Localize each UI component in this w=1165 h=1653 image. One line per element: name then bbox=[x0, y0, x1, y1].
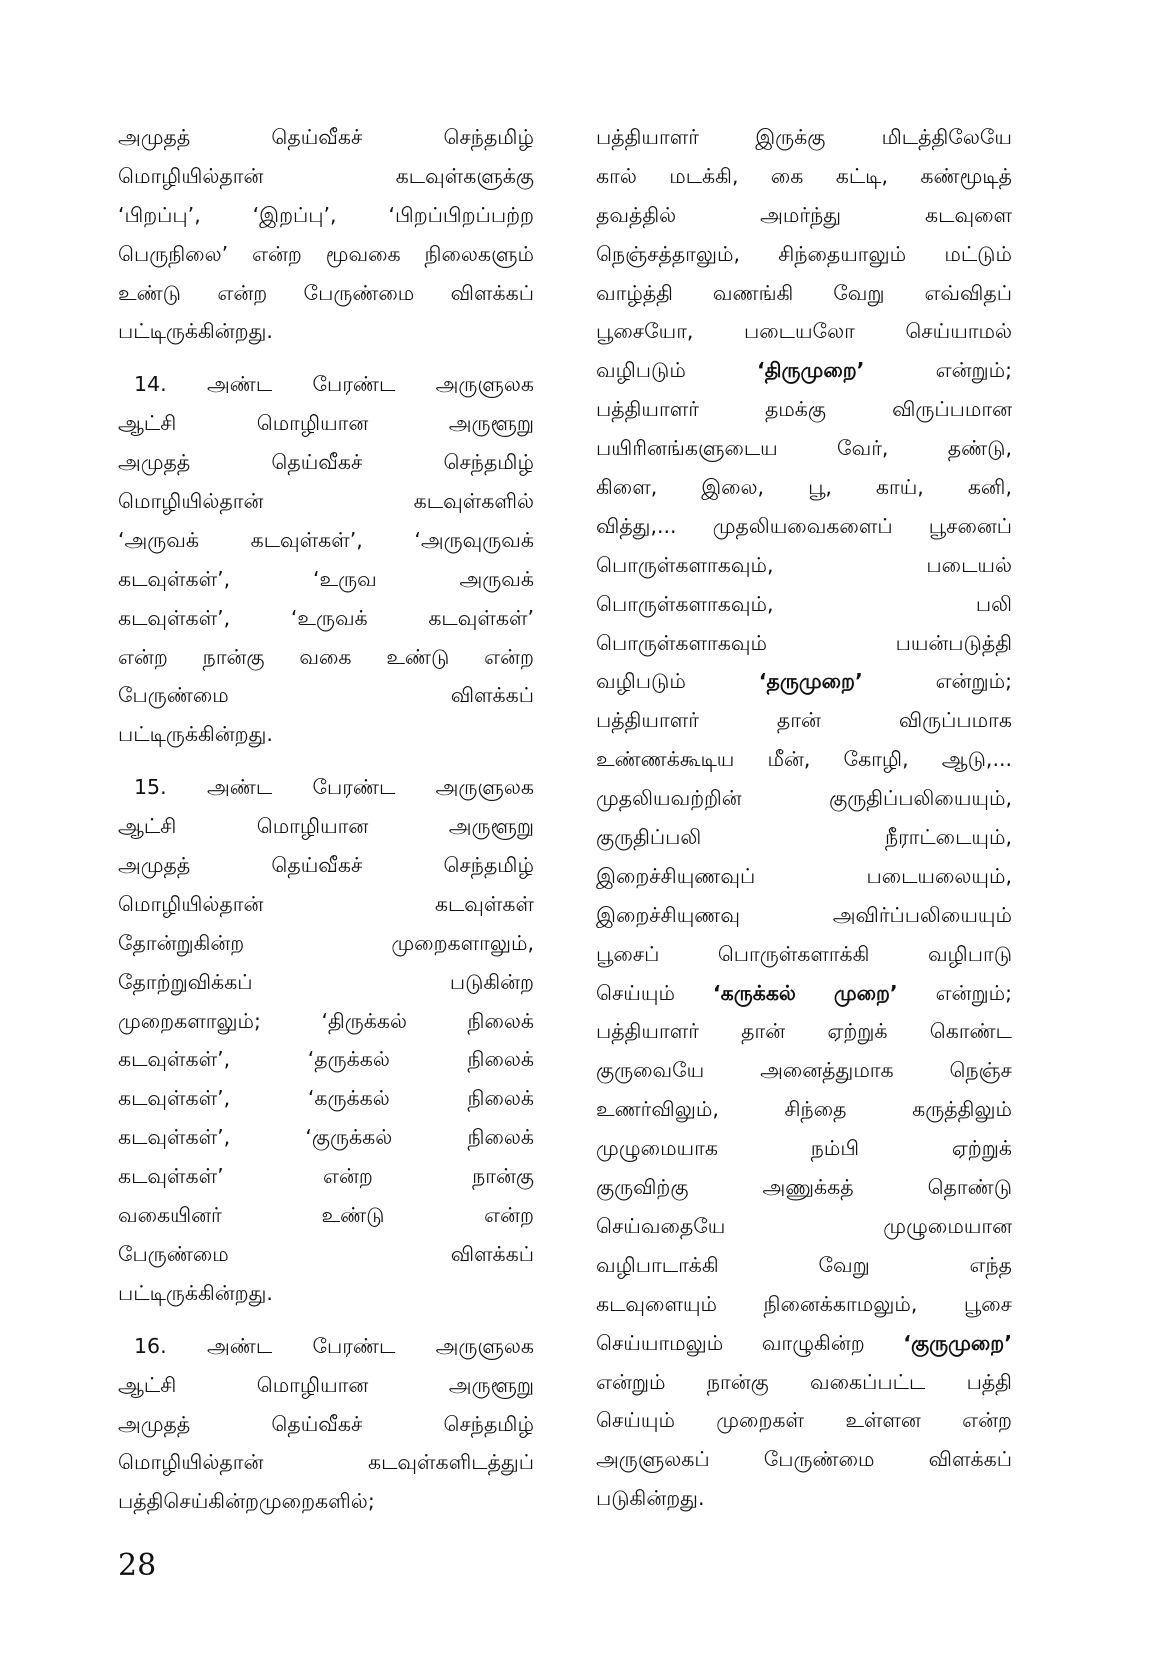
word: முழுமையாக bbox=[596, 1136, 718, 1161]
word: படுகின்ற bbox=[449, 969, 534, 994]
word: தோற்றுவிக்கப் bbox=[118, 969, 253, 994]
word: எவ்விதப் bbox=[924, 280, 1012, 305]
word: கடவுள்கள்’, bbox=[250, 527, 363, 552]
word: அருளூறு bbox=[448, 814, 534, 839]
word: பத்தியாளர் bbox=[596, 397, 699, 422]
word: பொருள்களாகவும், bbox=[596, 591, 774, 616]
text-line bbox=[118, 1443, 534, 1482]
text-line bbox=[118, 1040, 534, 1079]
word: தவத்தில் bbox=[596, 202, 677, 227]
text-line bbox=[118, 443, 534, 482]
word: பேரண்ட bbox=[312, 775, 396, 800]
word: பலி bbox=[975, 591, 1012, 616]
page-number: 28 bbox=[118, 1548, 157, 1583]
word: விளக்கப் bbox=[450, 1241, 534, 1266]
word: அமுதத் bbox=[118, 125, 191, 149]
word: ‘உருவ bbox=[312, 566, 377, 591]
paragraph bbox=[118, 365, 534, 754]
word: காய், bbox=[875, 475, 924, 500]
word: என்ற bbox=[252, 241, 302, 266]
word: மொழியான bbox=[256, 411, 369, 436]
text-line bbox=[596, 701, 1012, 740]
text-line bbox=[118, 365, 534, 404]
text-line bbox=[596, 857, 1012, 896]
word: நிலைக் bbox=[467, 1047, 534, 1072]
word: எந்த bbox=[969, 1252, 1012, 1277]
word: கடவுள்கள் bbox=[434, 891, 534, 916]
word: அனைத்துமாக bbox=[760, 1058, 894, 1083]
word: படையல் bbox=[926, 552, 1012, 577]
word: பேருண்மை bbox=[303, 280, 415, 305]
word: ‘தருமுறை’ bbox=[758, 669, 863, 694]
text-line bbox=[596, 974, 1012, 1013]
word: பேரண்ட bbox=[312, 1333, 396, 1358]
word: முதலியவற்றின் bbox=[596, 786, 742, 811]
word: படையலோ bbox=[743, 319, 855, 344]
word: அருளுலக bbox=[435, 1333, 534, 1358]
word: என்றும்; bbox=[935, 358, 1012, 383]
word: முழுமையான bbox=[883, 1213, 1012, 1238]
text-line bbox=[118, 157, 534, 196]
word: இறைச்சியுணவுப் bbox=[596, 863, 756, 888]
text-line bbox=[118, 1405, 534, 1444]
word: நெஞ்ச bbox=[949, 1058, 1012, 1083]
word: கிளை, bbox=[596, 475, 658, 500]
text-line bbox=[118, 1157, 534, 1196]
word: பூசனைப் bbox=[928, 513, 1012, 538]
paragraph bbox=[118, 118, 534, 351]
word: நம்பி bbox=[810, 1136, 860, 1161]
word: அமர்ந்து bbox=[760, 202, 842, 227]
word: அவிர்ப்பலியையும் bbox=[832, 902, 1012, 927]
word: நிலைகளும் bbox=[424, 241, 534, 266]
text-line bbox=[118, 963, 534, 1002]
word: தொண்டு bbox=[927, 1175, 1012, 1200]
word: கடவுளை bbox=[925, 202, 1012, 227]
text-line bbox=[596, 274, 1012, 313]
word: செய்யும் bbox=[596, 980, 675, 1005]
word: பேருண்மை bbox=[763, 1447, 875, 1472]
text-line bbox=[596, 118, 1012, 157]
word: கடவுள்கள்’ bbox=[428, 605, 534, 630]
word: அண்ட bbox=[206, 775, 273, 800]
word: கை bbox=[770, 163, 804, 188]
word: பூசை bbox=[963, 1291, 1012, 1316]
text-line bbox=[596, 1246, 1012, 1285]
text-line bbox=[118, 235, 534, 274]
word: முதலியவைகளைப் bbox=[712, 513, 893, 538]
word: ஏற்றுக் bbox=[827, 1019, 888, 1044]
word: 15. bbox=[134, 775, 167, 800]
word: ‘கருக்கல் bbox=[307, 1086, 390, 1111]
word: அருளூறு bbox=[448, 411, 534, 436]
word: பயிரினங்களுடைய bbox=[596, 436, 778, 461]
text-line bbox=[118, 274, 534, 313]
text-line bbox=[596, 1363, 1012, 1402]
text-line bbox=[118, 1118, 534, 1157]
word: அண்ட bbox=[206, 1333, 273, 1358]
word: உள்ளன bbox=[845, 1408, 921, 1433]
word: அமுதத் bbox=[118, 853, 191, 878]
word: என்றும் bbox=[596, 1369, 666, 1394]
text-line bbox=[596, 196, 1012, 235]
text-line bbox=[118, 768, 534, 807]
word: செய்வதையே bbox=[596, 1213, 726, 1238]
word: என்ற bbox=[484, 644, 534, 669]
paragraph bbox=[596, 118, 1012, 1518]
word: கடவுள்கள்’, bbox=[118, 1047, 231, 1072]
word: விருப்பமாக bbox=[898, 708, 1012, 733]
text-line bbox=[118, 807, 534, 846]
word: கடவுள்கள்’, bbox=[118, 566, 231, 591]
word: செய்யாமலும் bbox=[596, 1330, 724, 1355]
text-line bbox=[596, 1285, 1012, 1324]
word: குருதிப்பலி bbox=[596, 825, 702, 850]
word: தோன்றுகின்ற bbox=[118, 930, 245, 955]
word: 16. bbox=[134, 1333, 167, 1358]
word: வேறு bbox=[818, 1252, 870, 1277]
word: செந்தமிழ் bbox=[443, 853, 534, 878]
word: 14. bbox=[134, 372, 167, 397]
word: சிந்தையாலும் bbox=[778, 241, 907, 266]
word: விருப்பமான bbox=[892, 397, 1012, 422]
word: கடவுள்களுக்கு bbox=[395, 163, 534, 188]
word: முறைகளாலும்; bbox=[118, 1008, 261, 1033]
text-line bbox=[596, 1440, 1012, 1479]
word: பத்தி bbox=[966, 1369, 1012, 1394]
text-line bbox=[118, 1366, 534, 1405]
word: வகையினர் bbox=[118, 1203, 222, 1228]
word: உண்ணக்கூடிய bbox=[596, 747, 735, 772]
text-line bbox=[596, 818, 1012, 857]
word: மீன், bbox=[767, 747, 811, 772]
word: ‘கருக்கல் bbox=[712, 980, 796, 1005]
word: பேரண்ட bbox=[312, 372, 396, 397]
text-line bbox=[596, 1168, 1012, 1207]
word: செந்தமிழ் bbox=[443, 125, 534, 149]
word: என்ற bbox=[323, 1164, 373, 1189]
text-line bbox=[118, 1196, 534, 1235]
word: வேறு bbox=[833, 280, 885, 305]
word: கண்மூடித் bbox=[920, 163, 1012, 188]
word: அருளுலகப் bbox=[596, 1447, 710, 1472]
text-line bbox=[596, 1401, 1012, 1440]
word: என்ற bbox=[118, 644, 168, 669]
word: முறைகளில்; bbox=[258, 1489, 375, 1514]
word: செய்கின்ற bbox=[163, 1489, 259, 1514]
word: கடவுள்கள்’, bbox=[118, 605, 231, 630]
word: வகை bbox=[299, 644, 352, 669]
text-line bbox=[596, 429, 1012, 468]
text-line bbox=[118, 560, 534, 599]
word: இலை, bbox=[701, 475, 765, 500]
word: தெய்வீகச் bbox=[271, 125, 363, 149]
word: ‘இறப்பு’, bbox=[252, 202, 337, 227]
word: வழிபடும் bbox=[596, 358, 686, 383]
word: தெய்வீகச் bbox=[271, 450, 363, 475]
word: கால் bbox=[596, 163, 637, 188]
word: மட்டும் bbox=[944, 241, 1012, 266]
word: அருவக் bbox=[459, 566, 534, 591]
word: சிந்தை bbox=[784, 1097, 847, 1122]
word: கட்டி, bbox=[835, 163, 888, 188]
text-line bbox=[118, 1079, 534, 1118]
word: தெய்வீகச் bbox=[271, 853, 363, 878]
word: ‘தருக்கல் bbox=[307, 1047, 390, 1072]
word: கருத்திலும் bbox=[912, 1097, 1012, 1122]
word: கடவுள்கள்’ bbox=[118, 1164, 224, 1189]
text-line bbox=[596, 1012, 1012, 1051]
text-line bbox=[596, 1129, 1012, 1168]
word: செந்தமிழ் bbox=[443, 1411, 534, 1436]
text-line bbox=[596, 390, 1012, 429]
text-line bbox=[118, 404, 534, 443]
word: தெய்வீகச் bbox=[271, 1411, 363, 1436]
text-line bbox=[118, 638, 534, 677]
word: கடவுள்களிடத்துப் bbox=[367, 1450, 534, 1475]
word: ‘உருவக் bbox=[290, 605, 368, 630]
word: செய்யாமல் bbox=[905, 319, 1012, 344]
word: வழிபாடாக்கி bbox=[596, 1252, 719, 1277]
word: உண்டு bbox=[321, 1203, 385, 1228]
text-line bbox=[118, 924, 534, 963]
word: மிடத்திலேயே bbox=[881, 125, 1012, 149]
word: ஆட்சி bbox=[118, 411, 177, 436]
word: நான்கு bbox=[472, 1164, 534, 1189]
word: தான் bbox=[776, 708, 821, 733]
word: நெஞ்சத்தாலும், bbox=[596, 241, 741, 266]
word: என்ற bbox=[217, 280, 268, 305]
word: ‘அருவக் bbox=[118, 527, 200, 552]
word: கோழி, bbox=[843, 747, 909, 772]
paragraph bbox=[118, 1327, 534, 1521]
word: பொருள்களாக்கி bbox=[717, 941, 870, 966]
word: குருவிற்கு bbox=[596, 1175, 689, 1200]
text-line bbox=[596, 935, 1012, 974]
text-line bbox=[596, 585, 1012, 624]
text-line bbox=[596, 740, 1012, 779]
paragraph bbox=[118, 768, 534, 1312]
word: ‘திருக்கல் bbox=[321, 1008, 407, 1033]
word: பயன்படுத்தி bbox=[895, 630, 1012, 655]
word: நான்கு bbox=[706, 1369, 769, 1394]
text-line bbox=[596, 1051, 1012, 1090]
text-line bbox=[118, 312, 534, 351]
text-line bbox=[118, 715, 534, 754]
text-line bbox=[596, 1324, 1012, 1363]
word: வகைப்பட்ட bbox=[809, 1369, 926, 1394]
text-line bbox=[118, 1274, 534, 1313]
word: தமக்கு bbox=[764, 397, 827, 422]
word: பேருண்மை bbox=[118, 683, 229, 708]
word: வாழுகின்ற bbox=[761, 1330, 865, 1355]
word: அருளூறு bbox=[448, 1372, 534, 1397]
text-line bbox=[118, 1327, 534, 1366]
word: நான்கு bbox=[202, 644, 265, 669]
word: வணங்கி bbox=[712, 280, 794, 305]
word: முறைகள் bbox=[716, 1408, 805, 1433]
word: படுகின்றது. bbox=[596, 1486, 705, 1511]
word: ஆட்சி bbox=[118, 1372, 177, 1397]
text-line bbox=[596, 662, 1012, 701]
word: பூசையோ, bbox=[596, 319, 694, 344]
word: மூவகை bbox=[325, 241, 401, 266]
word: வாழ்த்தி bbox=[596, 280, 673, 305]
word: என்ற bbox=[484, 1203, 534, 1228]
word: ‘குருமுறை’ bbox=[903, 1330, 1012, 1355]
word: அருளுலக bbox=[435, 372, 534, 397]
word: என்ற bbox=[962, 1408, 1012, 1433]
word: என்றும்; bbox=[935, 669, 1012, 694]
word: கனி, bbox=[967, 475, 1012, 500]
word: ஏற்றுக் bbox=[951, 1136, 1012, 1161]
word: மொழியில்தான் bbox=[118, 891, 264, 916]
word: உணர்விலும், bbox=[596, 1097, 719, 1122]
word: ‘பிறப்பு’, bbox=[118, 202, 201, 227]
word: உண்டு bbox=[118, 280, 181, 305]
word: படையலையும், bbox=[866, 863, 1012, 888]
word: பேருண்மை bbox=[118, 1241, 229, 1266]
word: மடக்கி, bbox=[669, 163, 739, 188]
word: விளக்கப் bbox=[450, 280, 534, 305]
word: பெருநிலை’ bbox=[118, 241, 229, 266]
text-line bbox=[118, 521, 534, 560]
word: நிலைக் bbox=[467, 1008, 534, 1033]
left-column bbox=[118, 118, 534, 1521]
word: மொழியில்தான் bbox=[118, 1450, 264, 1475]
word: கொண்ட bbox=[929, 1019, 1012, 1044]
word: ‘அருவுருவக் bbox=[414, 527, 534, 552]
word: வழிபாடு bbox=[927, 941, 1012, 966]
word: ஆடு,... bbox=[941, 747, 1012, 772]
word: நிலைக் bbox=[467, 1125, 534, 1150]
word: விளக்கப் bbox=[450, 683, 534, 708]
word: அண்ட bbox=[206, 372, 273, 397]
word: ஆட்சி bbox=[118, 814, 177, 839]
word: கடவுள்களில் bbox=[413, 489, 534, 514]
text-line bbox=[118, 118, 534, 157]
word: மொழியான bbox=[256, 1372, 369, 1397]
text-line bbox=[596, 1207, 1012, 1246]
text-line bbox=[118, 1482, 534, 1521]
word: முறைகளாலும், bbox=[391, 930, 534, 955]
word: அருளுலக bbox=[435, 775, 534, 800]
word: செய்யும் bbox=[596, 1408, 675, 1433]
text-line bbox=[596, 507, 1012, 546]
word: பொருள்களாகவும் bbox=[596, 630, 767, 655]
word: செந்தமிழ் bbox=[443, 450, 534, 475]
word: வேர், bbox=[837, 436, 889, 461]
word: பட்டிருக்கின்றது. bbox=[118, 722, 273, 747]
text-line bbox=[596, 624, 1012, 663]
word: மொழியான bbox=[256, 814, 369, 839]
word: கடவுள்கள்’, bbox=[118, 1125, 231, 1150]
word: வித்து,... bbox=[596, 513, 677, 538]
word: மொழியில்தான் bbox=[118, 163, 264, 188]
text-line bbox=[596, 779, 1012, 818]
text-line bbox=[596, 1090, 1012, 1129]
word: பொருள்களாகவும், bbox=[596, 552, 774, 577]
word: குருதிப்பலியையும், bbox=[829, 786, 1012, 811]
word: இறைச்சியுணவு bbox=[596, 902, 740, 927]
word: நீராட்டையும், bbox=[884, 825, 1012, 850]
word: என்றும்; bbox=[935, 980, 1012, 1005]
word: நிலைக் bbox=[467, 1086, 534, 1111]
text-line bbox=[596, 896, 1012, 935]
text-line bbox=[596, 468, 1012, 507]
text-line bbox=[596, 312, 1012, 351]
word: பத்தியாளர் bbox=[596, 1019, 699, 1044]
word: மொழியில்தான் bbox=[118, 489, 264, 514]
word: அமுதத் bbox=[118, 450, 191, 475]
text-line bbox=[118, 676, 534, 715]
text-line bbox=[118, 1002, 534, 1041]
word: நினைக்காமலும், bbox=[763, 1291, 918, 1316]
word: பத்தியாளர் bbox=[596, 125, 699, 149]
word: விளக்கப் bbox=[928, 1447, 1012, 1472]
word: பத்தியாளர் bbox=[596, 708, 699, 733]
word: அணுக்கத் bbox=[762, 1175, 854, 1200]
word: பத்தி bbox=[118, 1489, 164, 1514]
word: பட்டிருக்கின்றது. bbox=[118, 1280, 273, 1305]
word: தான் bbox=[741, 1019, 786, 1044]
text-line bbox=[596, 546, 1012, 585]
word: இருக்கு bbox=[755, 125, 826, 149]
word: கடவுளையும் bbox=[596, 1291, 718, 1316]
word: உண்டு bbox=[386, 644, 450, 669]
text-line bbox=[118, 846, 534, 885]
word: பட்டிருக்கின்றது. bbox=[118, 319, 273, 344]
text-line bbox=[596, 235, 1012, 274]
word: அமுதத் bbox=[118, 1411, 191, 1436]
word: பூசைப் bbox=[596, 941, 660, 966]
word: ‘பிறப்பிறப்பற்ற bbox=[388, 202, 534, 227]
word: முறை’ bbox=[833, 980, 898, 1005]
text-line bbox=[118, 885, 534, 924]
word: வழிபடும் bbox=[596, 669, 686, 694]
text-line bbox=[118, 482, 534, 521]
text-line bbox=[118, 599, 534, 638]
text-line bbox=[596, 351, 1012, 390]
word: குருவையே bbox=[596, 1058, 705, 1083]
text-line bbox=[596, 1479, 1012, 1518]
word: ‘குருக்கல் bbox=[305, 1125, 393, 1150]
word: தண்டு, bbox=[947, 436, 1012, 461]
word: பூ, bbox=[808, 475, 832, 500]
word: ‘திருமுறை’ bbox=[756, 358, 865, 383]
text-line bbox=[596, 157, 1012, 196]
text-line bbox=[118, 1235, 534, 1274]
text-line bbox=[118, 196, 534, 235]
word: கடவுள்கள்’, bbox=[118, 1086, 231, 1111]
right-column bbox=[596, 118, 1012, 1518]
